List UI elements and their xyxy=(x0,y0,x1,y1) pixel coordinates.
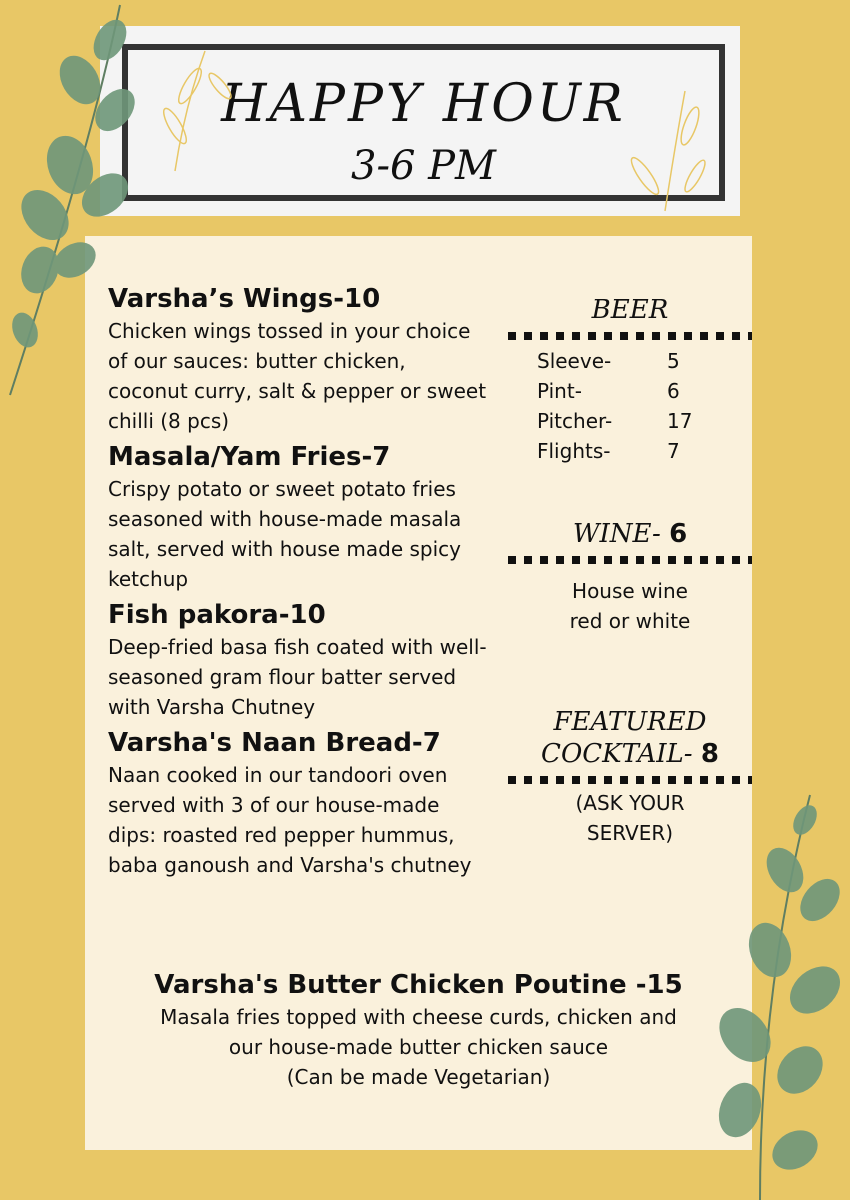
eucalyptus-leaves-icon xyxy=(700,790,850,1200)
cocktail-price: 8 xyxy=(700,739,719,769)
gold-branch-icon xyxy=(145,46,245,176)
menu-item xyxy=(108,726,488,880)
hours: 3-6 PM xyxy=(351,143,496,189)
beer-price: 6 xyxy=(667,379,680,403)
item-title: Varsha's Naan Bread-7 xyxy=(108,728,441,758)
item-desc: our house-made butter chicken sauce xyxy=(228,1035,609,1059)
item-desc: Naan cooked in our tandoori oven served with 3 of our house-made dips: roasted red pepper hummus, baba ganoush and Varsha's chutney xyxy=(108,763,472,877)
beer-price: 7 xyxy=(667,439,680,463)
eucalyptus-leaves-icon xyxy=(0,0,150,400)
wine-note: House wine xyxy=(572,579,688,603)
item-title: Varsha's Butter Chicken Poutine -15 xyxy=(154,970,683,1000)
item-title: Varsha’s Wings-10 xyxy=(108,284,381,314)
wine-section xyxy=(508,518,752,636)
menu-item xyxy=(108,282,488,436)
wine-price: 6 xyxy=(669,519,688,549)
gold-branch-icon xyxy=(605,86,715,216)
item-desc: (Can be made Vegetarian) xyxy=(286,1065,551,1089)
beer-row xyxy=(508,436,752,466)
wine-note: red or white xyxy=(569,609,691,633)
dotted-divider xyxy=(508,332,752,340)
beer-name: Sleeve- xyxy=(537,349,612,373)
item-desc: Masala fries topped with cheese curds, chicken and xyxy=(160,1005,677,1029)
cocktail-title: COCKTAIL- xyxy=(541,739,693,769)
page-title: HAPPY HOUR xyxy=(221,74,626,134)
beer-name: Pint- xyxy=(537,379,582,403)
dotted-divider xyxy=(508,776,752,784)
item-desc: Crispy potato or sweet potato fries seasoned with house-made masala salt, served with house made spicy ketchup xyxy=(108,477,462,591)
food-list xyxy=(108,282,488,884)
beer-name: Pitcher- xyxy=(537,409,613,433)
cocktail-note: (ASK YOUR xyxy=(575,791,685,815)
cocktail-title: FEATURED xyxy=(553,707,707,737)
item-title: Masala/Yam Fries-7 xyxy=(108,442,391,472)
beer-price: 17 xyxy=(667,409,693,433)
item-desc: Chicken wings tossed in your choice of our sauces: butter chicken, coconut curry, salt & pepper or sweet chilli (8 pcs) xyxy=(108,319,487,433)
item-title: Fish pakora-10 xyxy=(108,600,326,630)
beer-price: 5 xyxy=(667,349,680,373)
beer-section xyxy=(508,294,752,466)
beer-title: BEER xyxy=(591,295,669,325)
header-banner xyxy=(100,26,740,216)
beer-row xyxy=(508,376,752,406)
beer-row xyxy=(508,406,752,436)
item-desc: Deep-fried basa fish coated with well-seasoned gram flour batter served with Varsha Chutney xyxy=(108,635,487,719)
wine-title: WINE- xyxy=(572,519,661,549)
menu-item xyxy=(108,598,488,722)
menu-item xyxy=(108,440,488,594)
beer-row xyxy=(508,346,752,376)
poutine-item xyxy=(85,968,752,1092)
beer-name: Flights- xyxy=(537,439,611,463)
dotted-divider xyxy=(508,556,752,564)
cocktail-note: SERVER) xyxy=(586,821,674,845)
